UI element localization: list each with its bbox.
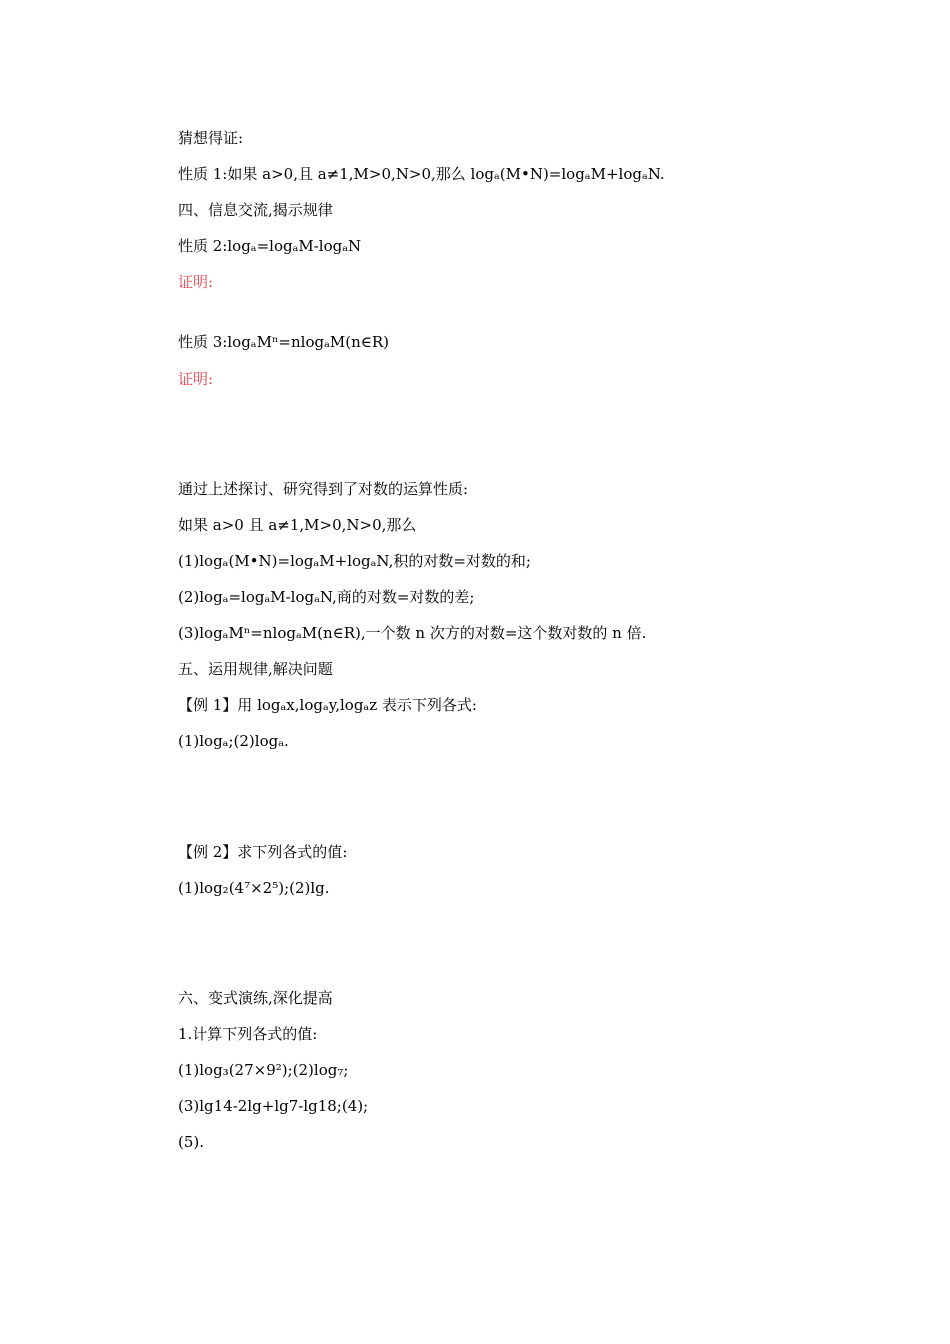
property-1-statement: 性质 1:如果 a>0,且 a≠1,M>0,N>0,那么 logₐ(M•N)=logₐM+logₐN.	[178, 165, 665, 183]
heading-conjecture-proved: 猜想得证:	[178, 129, 244, 147]
proof-label-2: 证明:	[178, 370, 214, 388]
summary-intro: 通过上述探讨、研究得到了对数的运算性质:	[178, 480, 469, 498]
exercise-1-items-a: (1)log₃(27×9²);(2)log₇;	[178, 1061, 349, 1079]
property-3-statement: 性质 3:logₐMⁿ=nlogₐM(n∈R)	[178, 333, 389, 351]
example-2-prompt: 【例 2】求下列各式的值:	[178, 843, 348, 861]
exercise-1-prompt: 1.计算下列各式的值:	[178, 1025, 318, 1043]
exercise-1-items-c: (5).	[178, 1133, 205, 1151]
example-2-items: (1)log₂(4⁷×2⁵);(2)lg.	[178, 879, 330, 897]
summary-condition: 如果 a>0 且 a≠1,M>0,N>0,那么	[178, 516, 417, 534]
summary-rule-1: (1)logₐ(M•N)=logₐM+logₐN,积的对数=对数的和;	[178, 552, 531, 570]
section-six-heading: 六、变式演练,深化提高	[178, 989, 333, 1007]
summary-rule-2: (2)logₐ=logₐM-logₐN,商的对数=对数的差;	[178, 588, 475, 606]
proof-label-1: 证明:	[178, 273, 214, 291]
section-four-heading: 四、信息交流,揭示规律	[178, 201, 333, 219]
summary-rule-3: (3)logₐMⁿ=nlogₐM(n∈R),一个数 n 次方的对数=这个数对数的 n 倍.	[178, 624, 647, 642]
example-1-items: (1)logₐ;(2)logₐ.	[178, 732, 289, 750]
property-2-statement: 性质 2:logₐ=logₐM-logₐN	[178, 237, 362, 255]
example-1-prompt: 【例 1】用 logₐx,logₐy,logₐz 表示下列各式:	[178, 696, 477, 714]
section-five-heading: 五、运用规律,解决问题	[178, 660, 333, 678]
exercise-1-items-b: (3)lg14-2lg+lg7-lg18;(4);	[178, 1097, 369, 1115]
